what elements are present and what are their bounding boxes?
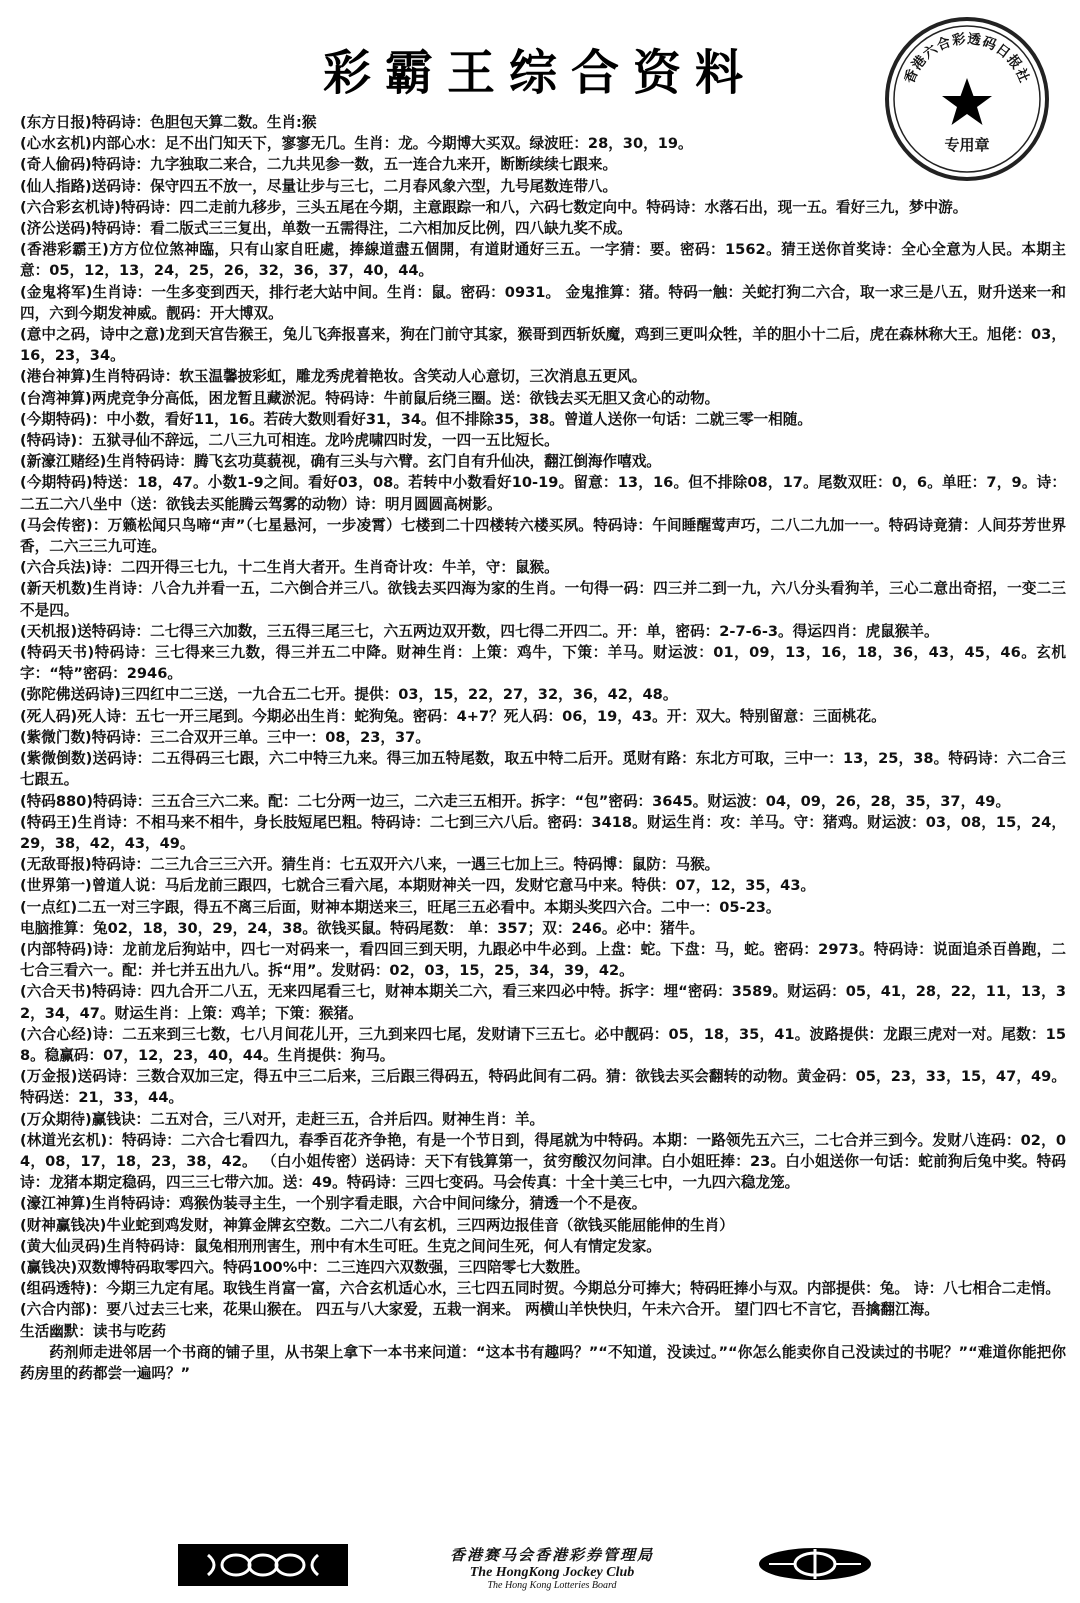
entry-item xyxy=(20,812,1066,854)
entry-label: (财神赢钱决) xyxy=(20,1216,107,1234)
entry-item xyxy=(20,748,1066,790)
entry-text: 特码诗：色胆包天算二数。生肖:猴 xyxy=(91,114,317,131)
entry-label: (天机报) xyxy=(20,622,78,640)
entry-label: (黄大仙灵码) xyxy=(20,1237,107,1255)
footer-org-en: The HongKong Jockey Club xyxy=(469,1565,635,1580)
entry-text: ：特码诗：二六合七看四九，春季百花齐争艳，有是一个节日到，得尾就为中特码。本期：一路领先五六三，二七合并三到今。发财八连码：02，04，08，17，18，23，38，42。 （白小姐传密）送码诗：天下有钱算第一，贫穷酸汉勿问津。白小姐旺捧：23。白小姐送你一句话：蛇前狗后兔中奖。特码诗：龙猪本期定稳码，四三三七带六加。送：49。特码诗：三四七变码。马会传真：十全十美三七中，一九四六稳龙笼。 xyxy=(20,1131,1066,1192)
entry-item xyxy=(20,112,1066,133)
entry-text: 特码诗：四九合开二八五，无来四尾看三七，财神本期关二六，看三来四必中特。拆字：埋“密码：3589。财运码：05，41，28，22，11，13，32，34，47。财运生肖：上策：鸡羊；下策：猴猪。 xyxy=(20,983,1066,1022)
entry-text: 三四红中二三送，一九合五二七开。提供：03，15，22，27，32，36，42，48。 xyxy=(120,686,678,704)
entry-item xyxy=(20,557,1066,578)
entry-text: 送码诗：三数合双加三定，得五中三二后来，三后跟三得码五，特码此间有二码。猜：欲钱去买会翻转的动物。黄金码：05，23，33，15，47，49。特码送：21，33，44。 xyxy=(20,1068,1066,1107)
entry-text: 龙到天宫告猴王，兔儿飞奔报喜来，狗在门前守其家，猴哥到西斩妖魔，鸡到三更叫众牲，羊的胆小十二后，虎在森林称大王。旭佬：03，16，23，34。 xyxy=(20,326,1066,365)
entry-text: 生肖特码诗：鼠兔相刑刑害生，刑中有木生可旺。生克之间问生死，何人有情定发家。 xyxy=(106,1237,661,1255)
entry-label: (新濠江赌经) xyxy=(20,453,107,471)
entry-text: 生肖诗：八合九并看一五，二六倒合并三八。欲钱去买四海为家的生肖。一句得一码：四三并二到一九，六八分头看狗羊，三心二意出奇招，一变二三不是四。 xyxy=(20,580,1066,619)
entry-text: 特码诗：九字独取二来合，二九共见参一数，五一连合九来开，断断续续七跟来。 xyxy=(91,156,618,174)
footer xyxy=(0,1534,1080,1594)
entry-label: (六合天书) xyxy=(20,983,93,1001)
entry-item xyxy=(20,324,1066,366)
entry-label: (特码天书) xyxy=(20,644,95,662)
entry-label: (特码诗) xyxy=(20,432,78,450)
entry-item xyxy=(20,388,1066,409)
hkjc-logo-icon xyxy=(178,1544,348,1586)
entry-label: (紫微倒数) xyxy=(20,750,93,768)
entry-item xyxy=(20,875,1066,896)
entry-text: 生肖特码诗：鸡猴伪装寻主生，一个别字看走眼，六合中间问缘分，猜透一个不是夜。 xyxy=(91,1195,647,1213)
entry-text: ：中小数，看好11，16。若砖大数则看好31，34。但不排除35，38。曾道人送你一句话：二就三零一相随。 xyxy=(91,410,812,428)
entry-item xyxy=(20,366,1066,387)
entry-label: (赢钱决) xyxy=(20,1258,78,1276)
entry-label: (一点红) xyxy=(20,898,78,916)
entry-label: (意中之码，诗中之意) xyxy=(20,326,166,344)
entry-text: ：今期三九定有尾。取钱生肖富一富，六合玄机适心水，三七四五同时贺。今期总分可捧大；特码旺捧小与双。内部提供：兔。 诗：八七相合二走悄。 xyxy=(91,1280,1060,1298)
entry-item xyxy=(20,1257,1066,1278)
entry-text: 特码诗：三二合双开三单。三中一：08，23，37。 xyxy=(91,728,430,746)
entry-item xyxy=(20,1066,1066,1108)
entry-label: (东方日报) xyxy=(20,114,92,131)
entry-label: (特码880) xyxy=(20,792,93,810)
entry-text: 方方位位煞神臨，只有山家自旺處，捧線道盡五個開，有道財通好三五。一字猜：要。密码：1562。猜王送你首奖诗：全心全意为人民。本期主意：05，12，13，24，25，26，32，36，37，40，44。 xyxy=(20,241,1066,280)
entry-item xyxy=(20,1342,1066,1384)
entry-item xyxy=(20,282,1066,324)
entry-label: (内部特码) xyxy=(20,940,93,958)
entry-label: (港台神算) xyxy=(20,368,92,386)
entry-label: 生活幽默： xyxy=(20,1322,93,1340)
entry-item xyxy=(20,854,1066,875)
footer-org-cn: 香港赛马会香港彩券管理局 xyxy=(449,1546,654,1564)
entry-text: 诗：二四开得三七九，十二生肖大者开。生肖奇计攻：牛羊，守：鼠猴。 xyxy=(91,559,559,577)
entry-text: 双数博特码取零四六。特码100%中：二三连四六双数强，三四陪零七大数胜。 xyxy=(77,1258,590,1276)
entry-item xyxy=(20,1024,1066,1066)
entry-item xyxy=(20,918,1066,939)
entry-item xyxy=(20,472,1066,514)
entry-text: 特码诗：三五合三六二来。配：二七分两一边三，二六走三五相开。拆字：“包”密码：3645。财运波：04，09，26，28，35，37，49。 xyxy=(93,792,1011,810)
entry-text: 内部心水：足不出门知天下，寥寥无几。生肖：龙。今期博大买双。绿波旺：28，30，19。 xyxy=(91,135,693,153)
entry-text: 特码诗：二三九合三三六开。猜生肖：七五双开六八来，一遇三七加上三。特码博：鼠防：马猴。 xyxy=(91,856,720,874)
entry-label: (新天机数) xyxy=(20,580,93,598)
entry-text: 送特码诗：二七得三六加数，三五得三尾三七，六五两边双开数，四七得二开四二。开：单，密码：2-7-6-3。得运四肖：虎鼠猴羊。 xyxy=(77,622,939,640)
entry-text: 生肖诗：一生多变到西天，排行老大站中间。生肖：鼠。密码：0931。 金鬼推算：猪。特码一触：关蛇打狗二六合，取一求三是八五，财升送来一和四，六到今期发神威。靓码：开大博双。 xyxy=(20,283,1066,322)
seal-text: 香港六合彩透码日报社 xyxy=(901,31,1033,86)
entry-item xyxy=(20,409,1066,430)
entry-item xyxy=(20,176,1066,197)
entry-label: (濠江神算) xyxy=(20,1195,92,1213)
entry-label: (马会传密) xyxy=(20,516,93,534)
entry-text: ：要八过去三七来，花果山猴在。 四五与八大家爱，五栽一润来。 两横山羊快快归，午未六合开。 望门四七不言它，吾擒翻江海。 xyxy=(91,1301,939,1319)
entry-text: 牛业蛇到鸡发财，神算金牌玄空数。二六二八有玄机，三四两边报佳音（欲钱买能屈能伸的生肖） xyxy=(106,1216,734,1234)
lotteries-logo-icon xyxy=(755,1546,875,1582)
entry-item xyxy=(20,1193,1066,1214)
entry-label: (六合彩玄机诗) xyxy=(20,198,121,216)
entry-item xyxy=(20,133,1066,154)
entry-text: 特码诗：三七得来三九数，得三并五二中降。财神生肖：上策：鸡牛，下策：羊马。财运波：01，09，13，16，18，36，43，45，46。玄机字：“特”密码：2946。 xyxy=(20,644,1066,683)
entry-label: (六合心经) xyxy=(20,1025,93,1043)
entry-text: 送码诗：保守四五不放一，尽量让步与三七，二月春风象六型，九号尾数连带八。 xyxy=(91,177,618,195)
entry-label: (济公送码) xyxy=(20,220,92,238)
entry-label: (仙人指路) xyxy=(20,177,92,195)
entry-item xyxy=(20,1321,1066,1342)
entry-text: 特码诗：看二版式三三复出，单数一五需得注，二六相加反比例，四八缺九奖不成。 xyxy=(91,220,632,238)
entry-text: 生肖特码诗：软玉温馨披彩虹，雕龙秀虎着艳妆。含笑动人心意切，三次消息五更风。 xyxy=(91,368,647,386)
entry-item xyxy=(20,939,1066,981)
entry-text: 诗：二五来到三七数，七八月间花儿开，三九到来四七尾，发财请下三五七。必中靓码：05，18，35，41。波路提供：龙跟三虎对一对。尾数：158。稳赢码：07，12，23，40，44。生肖提供：狗马。 xyxy=(20,1025,1066,1064)
entry-label: (林道光玄机) xyxy=(20,1131,108,1149)
entry-text: ：万籁松闻只鸟啼“声”（七星悬河，一步凌霄）七楼到二十四楼转六楼买夙。特码诗：午间睡醒莺声巧，二八二九加一一。特码诗竟猜：人间芬芳世界香，二六三三九可连。 xyxy=(20,516,1067,556)
entry-item xyxy=(20,451,1066,472)
entry-label: (组码透特) xyxy=(20,1280,92,1298)
entry-item xyxy=(20,642,1066,684)
entry-label: (六合兵法) xyxy=(20,559,92,577)
entry-label: (万金报) xyxy=(20,1068,78,1086)
entry-item xyxy=(20,1299,1066,1320)
entry-label: (死人码) xyxy=(20,707,78,725)
entry-item xyxy=(20,1278,1066,1299)
entry-label: (香港彩霸王) xyxy=(20,241,109,259)
entry-item xyxy=(20,1109,1066,1130)
entry-item xyxy=(20,897,1066,918)
entry-label: (紫微门数) xyxy=(20,728,92,746)
entry-item xyxy=(20,197,1066,218)
entry-text: 特送：18，47。小数1-9之间。看好03，08。若转中小数看好10-19。留意：13，16。但不排除08，17。尾数双旺：0，6。单旺：7，9。诗：二五二六八坐中（送：欲钱去买能腾云驾雾的动物）诗：明月圆圆高树影。 xyxy=(20,474,1067,513)
content-body xyxy=(20,112,1066,1384)
seal-label: 专用章 xyxy=(944,136,990,154)
svg-text:香港六合彩透码日报社 xyxy=(901,30,1033,86)
entry-text: 生肖特码诗：腾飞玄功莫藐视，确有三头与六臂。玄门自有升仙决，翻江倒海作嘻戏。 xyxy=(106,453,661,471)
entry-label: (奇人偷码) xyxy=(20,156,92,174)
entry-text: 特码诗：四二走前九移步，三头五尾在今期，主意跟踪一和八，六码七数定向中。特码诗：水落石出，现一五。看好三九，梦中游。 xyxy=(120,198,968,216)
entry-item xyxy=(20,981,1066,1023)
entry-label: (六合内部) xyxy=(20,1301,92,1319)
entry-text: 药剂师走进邻居一个书商的铺子里，从书架上拿下一本书来问道：“这本书有趣吗？”“不知道，没读过。”“你怎么能卖你自己没读过的书呢？”“难道你能把你药房里的药都尝一遍吗？” xyxy=(20,1343,1066,1382)
entry-label: (弥陀佛送码诗) xyxy=(20,686,121,704)
entry-text: 曾道人说：马后龙前三跟四，七就合三看六尾，本期财神关一四，发财它意马中来。特供：07，12，35，43。 xyxy=(91,877,816,895)
entry-item xyxy=(20,1130,1066,1194)
entry-label: (今期特码) xyxy=(20,410,92,428)
entry-item xyxy=(20,1236,1066,1257)
entry-item xyxy=(20,430,1066,451)
entry-text: 两虎竞争分高低，困龙暂且藏淤泥。特码诗：牛前鼠后绕三圈。送：欲钱去买无胆又贪心的动物。 xyxy=(91,389,720,407)
entry-label: (今期特码) xyxy=(20,474,93,492)
entry-item xyxy=(20,727,1066,748)
entry-text: 诗：龙前龙后狗站中，四七一对码来一，看四回三到天明，九跟必中牛必到。上盘：蛇。下盘：马，蛇。密码：2973。特码诗：说面追杀百兽跑，二七合三看六一。配：并七并五出九八。拆“用”。发财码：02，03，15，25，34，39，42。 xyxy=(20,940,1066,980)
entry-text: 死人诗：五七一开三尾到。今期必出生肖：蛇狗兔。密码：4+7？死人码：06，19，43。开：双大。特别留意：三面桃花。 xyxy=(77,707,886,725)
entry-label: 电脑推算： xyxy=(20,919,93,937)
entry-text: 兔02，18，30，29，24，38。欲钱买鼠。特码尾数： 单：357；双：246。必中：猪牛。 xyxy=(92,919,705,937)
entry-item xyxy=(20,684,1066,705)
entry-item xyxy=(20,621,1066,642)
entry-label: (心水玄机) xyxy=(20,135,92,153)
entry-item xyxy=(20,154,1066,175)
entry-text: 读书与吃药 xyxy=(92,1322,166,1340)
entry-label: (金鬼将军) xyxy=(20,283,93,301)
entry-label: (万众期待) xyxy=(20,1110,92,1128)
entry-label: (世界第一) xyxy=(20,877,92,895)
entry-item xyxy=(20,706,1066,727)
entry-text: ：五狱寻仙不辞远，二八三九可相连。龙吟虎啸四时发，一四一五比短长。 xyxy=(77,432,559,450)
entry-item xyxy=(20,791,1066,812)
page-title: 彩霸王综合资料 xyxy=(322,45,757,101)
entry-label: (特码王) xyxy=(20,813,78,831)
entry-item xyxy=(20,239,1066,281)
entry-text: 生肖诗：不相马来不相牛，身长肢短尾巴粗。特码诗：二七到三六八后。密码：3418。财运生肖：攻：羊马。守：猪鸡。财运波：03，08，15，24，29，38，42，43，49。 xyxy=(20,813,1067,852)
entry-text: 赢钱诀：二五对合，三八对开，走赶三五，合并后四。财神生肖：羊。 xyxy=(91,1110,545,1128)
entry-text: 送码诗：二五得码三七跟，六二中特三九来。得三加五特尾数，取五中特二后开。觅财有路：东北方可取，三中一：13，25，38。特码诗：六二合三七跟五。 xyxy=(20,750,1066,789)
entry-text: 二五一对三字跟，得五不离三后面，财神本期送来三，旺尾三五必看中。本期头奖四六合。二中一：05-23。 xyxy=(77,898,781,916)
entry-item xyxy=(20,578,1066,620)
footer-organization xyxy=(372,1544,732,1591)
entry-item xyxy=(20,218,1066,239)
entry-item xyxy=(20,1215,1066,1236)
entry-label: (无敌哥报) xyxy=(20,856,92,874)
entry-label: (台湾神算) xyxy=(20,389,92,407)
footer-org-en2: The Hong Kong Lotteries Board xyxy=(487,1580,617,1591)
entry-item xyxy=(20,515,1066,557)
